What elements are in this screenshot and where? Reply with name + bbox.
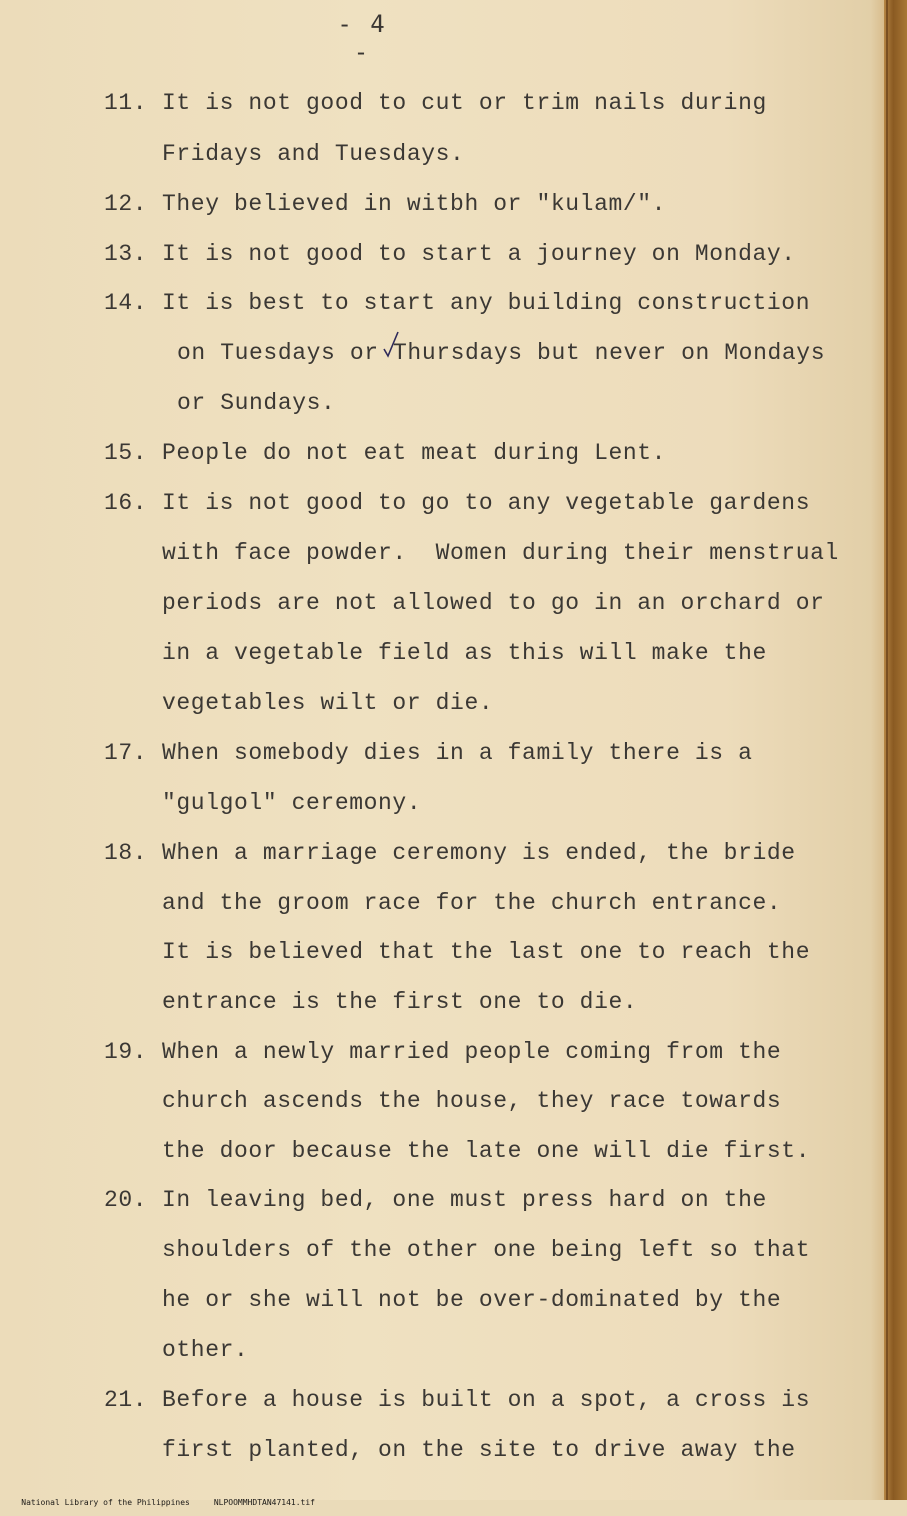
item-number: 17. xyxy=(104,740,148,766)
item-line: the door because the late one will die first. xyxy=(162,1138,811,1164)
page-number: - 4 - xyxy=(337,10,387,66)
item-line: or Sundays. xyxy=(177,390,336,416)
scan-footer xyxy=(2,1489,339,1516)
item-line: It is not good to go to any vegetable gardens xyxy=(162,490,811,516)
item-line: It is not good to start a journey on Monday. xyxy=(162,241,796,267)
item-line: Before a house is built on a spot, a cross is xyxy=(162,1387,811,1413)
item-line: It is believed that the last one to reach the xyxy=(162,939,811,965)
item-number: 20. xyxy=(104,1187,148,1213)
item-line: They believed in witbh or "kulam/". xyxy=(162,191,667,217)
item-number: 18. xyxy=(104,840,148,866)
item-line: In leaving bed, one must press hard on the xyxy=(162,1187,767,1213)
item-number: 21. xyxy=(104,1387,148,1413)
item-line: When a marriage ceremony is ended, the bride xyxy=(162,840,796,866)
item-line: People do not eat meat during Lent. xyxy=(162,440,667,466)
item-line: periods are not allowed to go in an orchard or xyxy=(162,590,825,616)
item-line: Fridays and Tuesdays. xyxy=(162,141,465,167)
item-number: 13. xyxy=(104,241,148,267)
item-number: 19. xyxy=(104,1039,148,1065)
item-line: When a newly married people coming from the xyxy=(162,1039,782,1065)
item-line: with face powder. Women during their menstrual xyxy=(162,540,839,566)
item-line: first planted, on the site to drive away the xyxy=(162,1437,796,1463)
item-number: 11. xyxy=(104,90,148,116)
item-number: 14. xyxy=(104,290,148,316)
item-line: shoulders of the other one being left so that xyxy=(162,1237,811,1263)
footer-file-id: NLPOOMMHDTAN47141.tif xyxy=(213,1498,315,1507)
handwritten-check-mark xyxy=(383,330,399,358)
footer-library: National Library of the Philippines xyxy=(21,1498,190,1507)
item-line: When somebody dies in a family there is a xyxy=(162,740,753,766)
item-number: 15. xyxy=(104,440,148,466)
item-line: in a vegetable field as this will make the xyxy=(162,640,767,666)
item-line: vegetables wilt or die. xyxy=(162,690,494,716)
item-number: 16. xyxy=(104,490,148,516)
item-line: It is best to start any building construction xyxy=(162,290,811,316)
item-line: "gulgol" ceremony. xyxy=(162,790,422,816)
item-line: church ascends the house, they race towards xyxy=(162,1088,782,1114)
page-binding-edge xyxy=(884,0,907,1500)
item-line: It is not good to cut or trim nails during xyxy=(162,90,767,116)
item-line: on Tuesdays or Thursdays but never on Mondays xyxy=(177,340,826,366)
item-line: he or she will not be over-dominated by the xyxy=(162,1287,782,1313)
item-line: other. xyxy=(162,1337,249,1363)
item-line: entrance is the first one to die. xyxy=(162,989,638,1015)
item-number: 12. xyxy=(104,191,148,217)
item-line: and the groom race for the church entrance. xyxy=(162,890,782,916)
